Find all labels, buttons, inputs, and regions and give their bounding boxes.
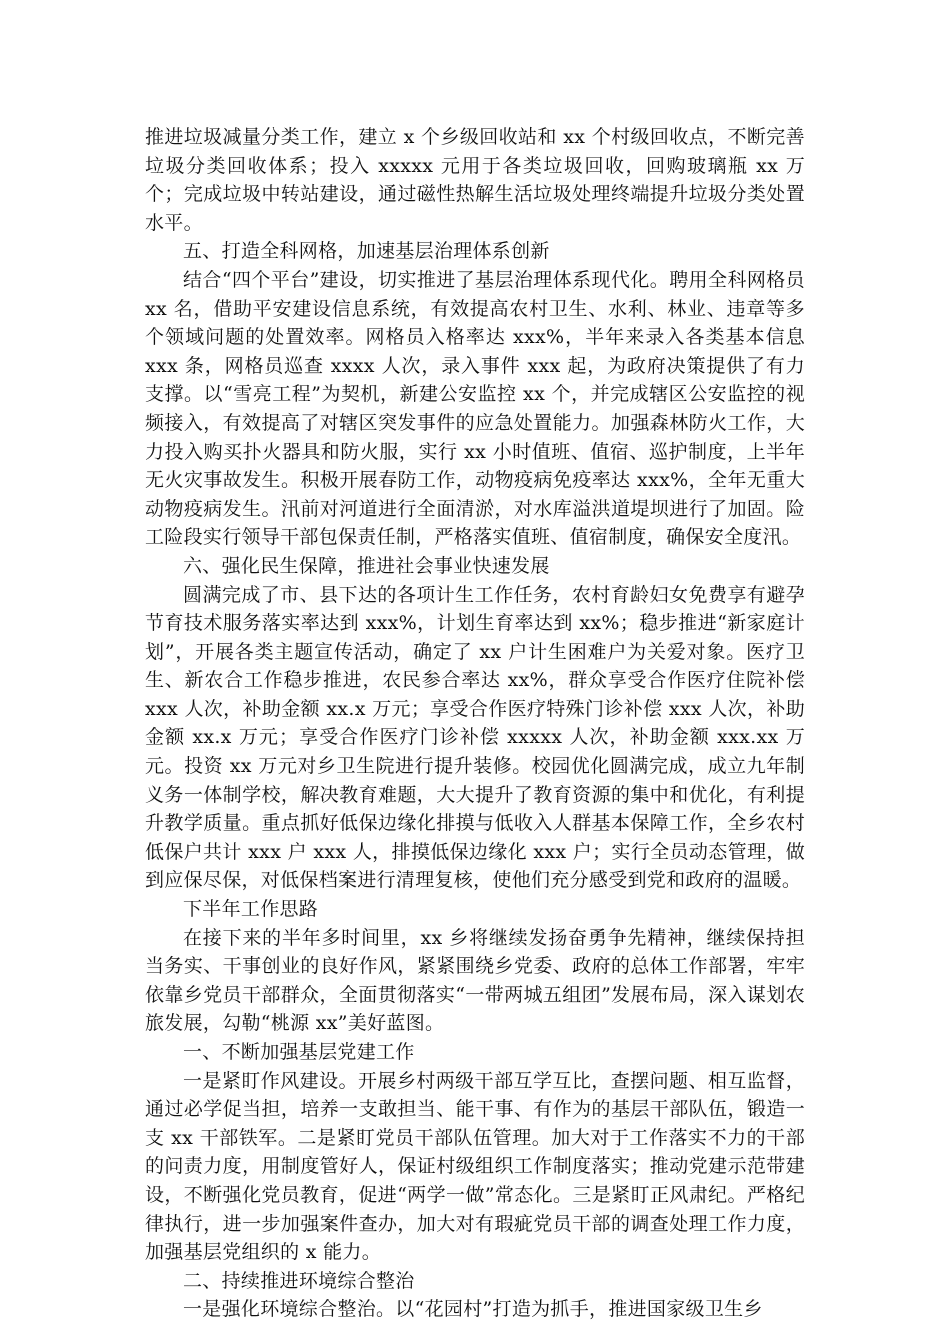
heading-second-half-plan: 下半年工作思路: [183, 898, 319, 921]
paragraph-environment: 一是强化环境综合整治。以“花园村”打造为抓手，推进国家级卫生乡: [183, 1298, 763, 1321]
paragraph-livelihood: 圆满完成了市、县下达的各项计生工作任务，农村育龄妇女免费享有避孕节育技术服务落实率达到 xxx%，计划生育率达到 xx%；稳步推进“新家庭计划”，开展各类主题宣传活动，确定了 xx 户计生困难户为关爱对象。医疗卫生、新农合工作稳步推进，农民参合率达 xx%，群众享受合作医疗住院补偿 xxx 人次，补助金额 xx.x 万元；享受合作医疗特殊门诊补偿 xxx 人次，补助金额 xx.x 万元；享受合作医疗门诊补偿 xxxxx 人次，补助金额 xxx.xx 万元。投资 xx 万元对乡卫生院进行提升装修。校园优化圆满完成，成立九年制义务一体制学校，解决教育难题，大大提升了教育资源的集中和优化，有利提升教学质量。重点抓好低保边缘化排摸与低收入人群基本保障工作，全乡农村低保户共计 xxx 户 xxx 人，排摸低保边缘化 xxx 户；实行全员动态管理，做到应保尽保，对低保档案进行清理复核，使他们充分感受到党和政府的温暖。: [145, 583, 805, 892]
heading-environment: 二、持续推进环境综合整治: [183, 1269, 415, 1292]
heading-section-six: 六、强化民生保障，推进社会事业快速发展: [183, 554, 550, 577]
heading-section-five: 五、打造全科网格，加速基层治理体系创新: [183, 240, 550, 263]
paragraph-grid-governance: 结合“四个平台”建设，切实推进了基层治理体系现代化。聘用全科网格员 xx 名，借助平安建设信息系统，有效提高农村卫生、水利、林业、违章等多个领域问题的处置效率。网格员入格率达 xxx%，半年来录入各类基本信息 xxx 条，网格员巡查 xxxx 人次，录入事件 xxx 起，为政府决策提供了有力支撑。以“雪亮工程”为契机，新建公安监控 xx 个，并完成辖区公安监控的视频接入，有效提高了对辖区突发事件的应急处置能力。加强森林防火工作，大力投入购买扑火器具和防火服，实行 xx 小时值班、值宿、巡护制度，上半年无火灾事故发生。积极开展春防工作，动物疫病免疫率达 xxx%，全年无重大动物疫病发生。汛前对河道进行全面清淤，对水库溢洪道堤坝进行了加固。险工险段实行领导干部包保责任制，严格落实值班、值宿制度，确保安全度汛。: [145, 268, 805, 549]
paragraph-party-building: 一是紧盯作风建设。开展乡村两级干部互学互比，查摆问题、相互监督，通过必学促当担，培养一支敢担当、能干事、有作为的基层干部队伍，锻造一支 xx 干部铁军。二是紧盯党员干部队伍管理。加大对于工作落实不力的干部的问责力度，用制度管好人，保证村级组织工作制度落实；推动党建示范带建设，不断强化党员教育，促进“两学一做”常态化。三是紧盯正风肃纪。严格纪律执行，进一步加强案件查办，加大对有瑕疵党员干部的调查处理工作力度，加强基层党组织的 x 能力。: [145, 1069, 805, 1264]
document-page: [145, 123, 805, 1324]
paragraph-plan-intro: 在接下来的半年多时间里，xx 乡将继续发扬奋勇争先精神，继续保持担当务实、干事创业的良好作风，紧紧围绕乡党委、政府的总体工作部署，牢牢依靠乡党员干部群众，全面贯彻落实“一带两城五组团”发展布局，深入谋划农旅发展，勾勒“桃源 xx”美好蓝图。: [145, 926, 805, 1035]
paragraph-garbage-sorting: 推进垃圾减量分类工作，建立 x 个乡级回收站和 xx 个村级回收点，不断完善垃圾分类回收体系；投入 xxxxx 元用于各类垃圾回收，回购玻璃瓶 xx 万个；完成垃圾中转站建设，通过磁性热解生活垃圾处理终端提升垃圾分类处置水平。: [145, 126, 805, 234]
heading-party-building: 一、不断加强基层党建工作: [183, 1041, 415, 1063]
